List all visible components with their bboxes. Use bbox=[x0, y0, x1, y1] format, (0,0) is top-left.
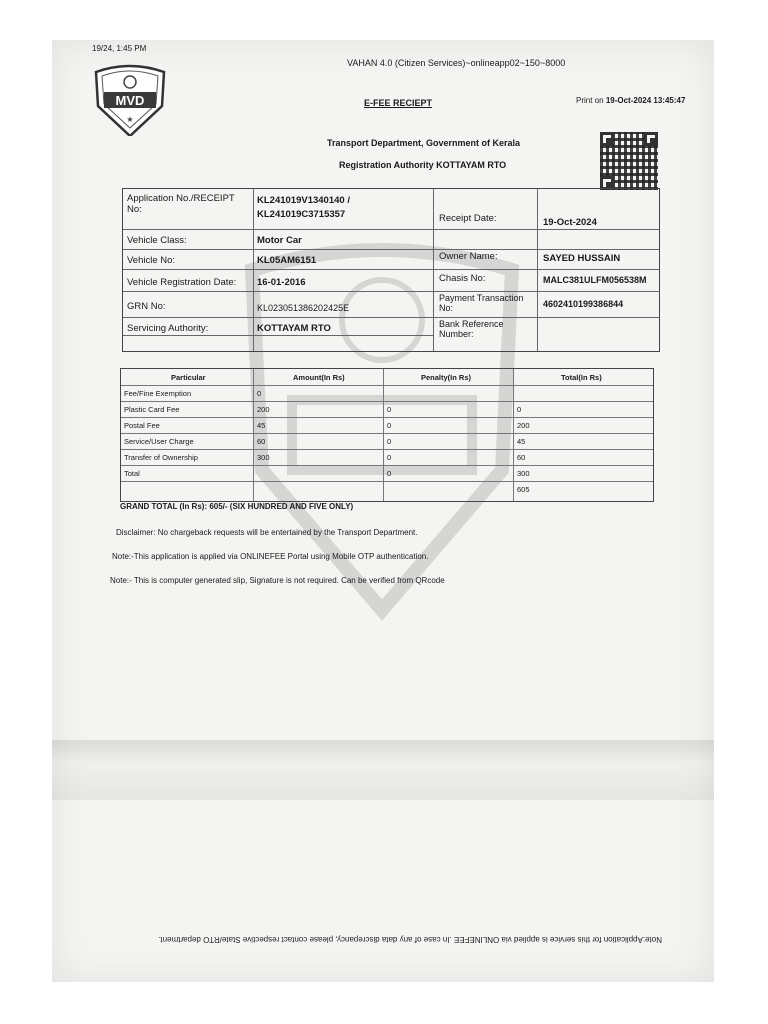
chasis-value: MALC381ULFM056538M bbox=[543, 275, 647, 285]
vehicle-class-label: Vehicle Class: bbox=[127, 235, 187, 246]
footer-note-upside-down: Note:Application for this service is applied via ONLINEFEE .In case of any data discrepancy, please contact respective State/RTO department. bbox=[158, 935, 662, 944]
grn-label: GRN No: bbox=[127, 301, 166, 312]
row-5-total: 300 bbox=[517, 469, 530, 478]
row-3-total: 45 bbox=[517, 437, 526, 446]
owner-name-value: SAYED HUSSAIN bbox=[543, 253, 621, 264]
row-0-particular: Fee/Fine Exemption bbox=[124, 389, 192, 398]
payment-txn-label: Payment Transaction No: bbox=[439, 293, 524, 313]
row-4-penalty: 0 bbox=[387, 453, 392, 462]
mvd-logo-icon bbox=[92, 62, 168, 136]
receipt-date-label: Receipt Date: bbox=[439, 213, 497, 224]
reg-date-label: Vehicle Registration Date: bbox=[127, 277, 237, 288]
authority-name: Registration Authority KOTTAYAM RTO bbox=[339, 160, 507, 170]
row-1-total: 0 bbox=[517, 405, 522, 414]
servicing-label: Servicing Authority: bbox=[127, 323, 209, 334]
receipt-date-value: 19-Oct-2024 bbox=[543, 217, 597, 228]
row-4-particular: Transfer of Ownership bbox=[124, 453, 198, 462]
receipt-title: E-FEE RECIEPT bbox=[364, 98, 433, 108]
department-name: Transport Department, Government of Kerala bbox=[327, 138, 521, 148]
header-total: Total(In Rs) bbox=[561, 373, 602, 382]
row-1-penalty: 0 bbox=[387, 405, 392, 414]
row-2-particular: Postal Fee bbox=[124, 421, 160, 430]
vehicle-no-value: KL05AM6151 bbox=[257, 255, 317, 266]
row-3-penalty: 0 bbox=[387, 437, 392, 446]
row-1-particular: Plastic Card Fee bbox=[124, 405, 180, 414]
header-penalty: Penalty(In Rs) bbox=[421, 373, 472, 382]
reg-date-value: 16-01-2016 bbox=[257, 277, 306, 288]
header-particular: Particular bbox=[171, 373, 206, 382]
qr-code-icon bbox=[600, 132, 658, 190]
servicing-value: KOTTAYAM RTO bbox=[257, 323, 331, 334]
grn-value: KL023051386202425E bbox=[257, 303, 350, 313]
print-timestamp: 19/24, 1:45 PM bbox=[92, 44, 147, 53]
bank-ref-label: Bank Reference Number: bbox=[439, 319, 504, 339]
row-4-total: 60 bbox=[517, 453, 526, 462]
row-0-amount: 0 bbox=[257, 389, 262, 398]
system-name: VAHAN 4.0 (Citizen Services)~onlineapp02~150~8000 bbox=[347, 58, 566, 68]
print-on: Print on 19-Oct-2024 13:45:47 bbox=[576, 96, 686, 105]
note-1: Note:-This application is applied via ONLINEFEE Portal using Mobile OTP authentication. bbox=[112, 552, 429, 561]
disclaimer: Disclaimer: No chargeback requests will be entertained by the Transport Department. bbox=[116, 528, 418, 537]
vehicle-no-label: Vehicle No: bbox=[127, 255, 176, 266]
svg-text:MVD: MVD bbox=[115, 93, 145, 108]
header-amount: Amount(In Rs) bbox=[293, 373, 345, 382]
row-4-amount: 300 bbox=[257, 453, 270, 462]
application-value-1: KL241019V1340140 / bbox=[257, 195, 350, 206]
note-2: Note:- This is computer generated slip, Signature is not required. Can be verified from QRcode bbox=[110, 576, 445, 585]
row-5-particular: Total bbox=[124, 469, 140, 478]
row-2-amount: 45 bbox=[257, 421, 266, 430]
receipt-paper bbox=[52, 40, 714, 982]
application-label: Application No./RECEIPT No: bbox=[127, 193, 235, 215]
application-value-2: KL241019C3715357 bbox=[257, 209, 346, 220]
row-3-particular: Service/User Charge bbox=[124, 437, 194, 446]
chasis-label: Chasis No: bbox=[439, 273, 486, 284]
row-2-penalty: 0 bbox=[387, 421, 392, 430]
row-3-amount: 60 bbox=[257, 437, 266, 446]
row-1-amount: 200 bbox=[257, 405, 270, 414]
owner-name-label: Owner Name: bbox=[439, 251, 498, 262]
payment-txn-value: 4602410199386844 bbox=[543, 299, 624, 309]
grand-total: GRAND TOTAL (In Rs): 605/- (SIX HUNDRED AND FIVE ONLY) bbox=[120, 502, 354, 511]
row-2-total: 200 bbox=[517, 421, 530, 430]
svg-text:★: ★ bbox=[126, 115, 134, 124]
row-6-total: 605 bbox=[517, 485, 530, 494]
vehicle-class-value: Motor Car bbox=[257, 235, 302, 246]
vehicle-info-table bbox=[122, 188, 660, 352]
fee-table bbox=[120, 368, 654, 502]
paper-fold bbox=[52, 740, 714, 800]
row-5-penalty: 0 bbox=[387, 469, 392, 478]
